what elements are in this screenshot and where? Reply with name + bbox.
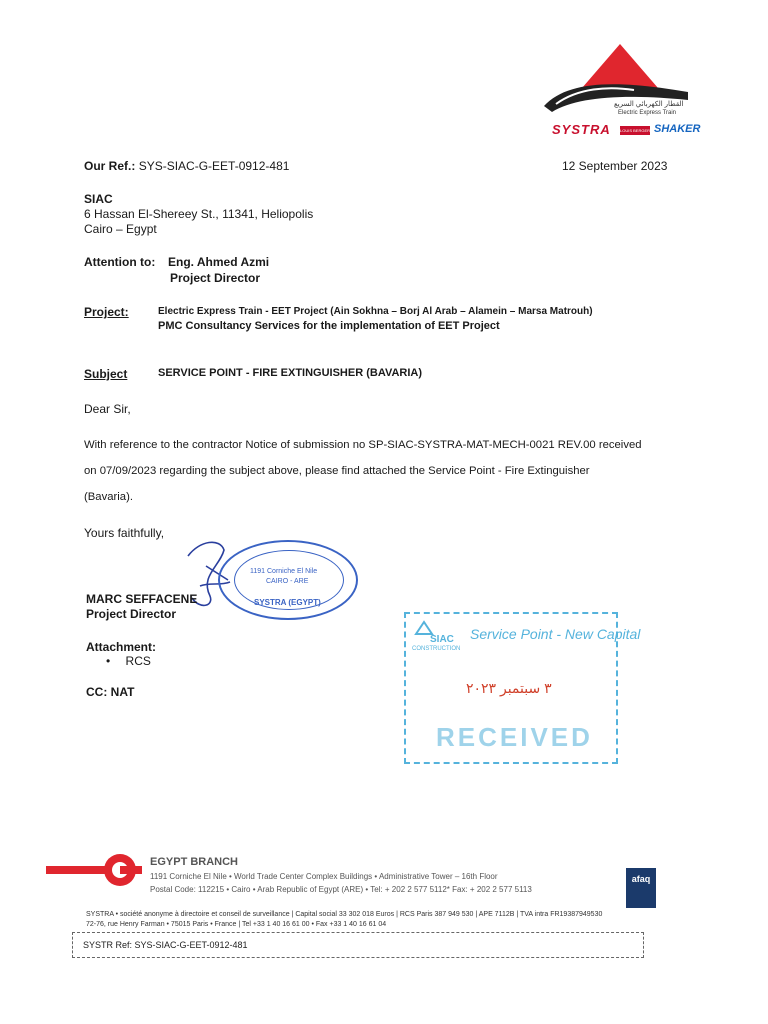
systra-footer-logo-icon — [46, 852, 142, 888]
louis-berger-logo: LOUIS BERGER — [620, 128, 651, 133]
footer-reference-text: SYSTR Ref: SYS-SIAC-G-EET-0912-481 — [83, 940, 248, 950]
project-line1: Electric Express Train - EET Project (Ain Sokhna – Borj Al Arab – Alamein – Marsa Matrouh) — [158, 306, 593, 317]
logo-english-text: Electric Express Train — [618, 110, 677, 116]
branch-line2: Postal Code: 112215 • Cairo • Arab Republic of Egypt (ARE) • Tel: + 202 2 577 5112* Fax: + 202 2 577 5113 — [150, 885, 532, 894]
oval-stamp-line3: SYSTRA (EGYPT) — [254, 598, 321, 607]
attachment-label: Attachment: — [86, 640, 157, 654]
oval-stamp-line1: 1191 Corniche El Nile — [250, 568, 318, 575]
our-ref-value: SYS-SIAC-G-EET-0912-481 — [138, 159, 290, 173]
branch-title: EGYPT BRANCH — [150, 856, 239, 868]
received-stamp — [404, 612, 641, 764]
eet-logo — [538, 40, 702, 140]
attachment-item-text: RCS — [125, 654, 151, 668]
shaker-logo: SHAKER — [654, 123, 701, 135]
footer-reference-box — [72, 932, 644, 958]
eet-train-logo-icon — [538, 40, 702, 120]
branch-line1: 1191 Corniche El Nile • World Trade Center Complex Buildings • Administrative Tower – 16th Floor — [150, 872, 498, 881]
received-stamp-company-sub: CONSTRUCTION — [412, 646, 461, 652]
signer-title: Project Director — [86, 607, 177, 621]
recipient-address-line1: 6 Hassan El-Shereey St., 11341, Heliopolis — [84, 207, 314, 221]
legal-line2: 72-76, rue Henry Farman • 75015 Paris • France | Tel +33 1 40 16 61 00 • Fax +33 1 40 16 61 04 — [86, 921, 387, 928]
recipient-address-line2: Cairo – Egypt — [84, 222, 157, 236]
closing: Yours faithfully, — [84, 526, 165, 540]
received-stamp-title: Service Point - New Capital — [470, 626, 641, 642]
systra-logo: SYSTRA — [552, 122, 611, 137]
attention-label: Attention to: — [84, 255, 156, 269]
subject-label: Subject — [84, 367, 128, 381]
received-stamp-date: ٣ سبتمبر ٢٠٢٣ — [466, 680, 552, 696]
our-ref-label: Our Ref.: — [84, 159, 136, 173]
our-reference — [84, 159, 289, 173]
afaq-label: afaq — [631, 874, 651, 884]
body-line2: on 07/09/2023 regarding the subject above, please find attached the Service Point - Fire Extinguisher — [84, 465, 590, 477]
signer-name: MARC SEFFACENE — [86, 592, 198, 606]
recipient-company: SIAC — [84, 192, 113, 206]
received-stamp-company: SIAC — [430, 634, 454, 645]
subject-text: SERVICE POINT - FIRE EXTINGUISHER (BAVARIA) — [158, 367, 423, 379]
project-line2: PMC Consultancy Services for the implementation of EET Project — [158, 320, 500, 332]
project-label: Project: — [84, 305, 129, 319]
bullet-icon: • — [106, 654, 111, 668]
salutation: Dear Sir, — [84, 402, 131, 416]
systra-oval-stamp — [218, 540, 358, 620]
body-line3: (Bavaria). — [84, 491, 133, 503]
cc-line: CC: NAT — [86, 685, 135, 699]
letter-body — [84, 432, 684, 510]
received-stamp-status: RECEIVED — [436, 722, 593, 752]
legal-line1: SYSTRA • société anonyme à directoire et conseil de surveillance | Capital social 33 302 018 Euros | RCS Paris 387 949 530 | APE 7112B | TVA intra FR19387949530 — [86, 911, 603, 918]
attachment-item — [106, 654, 151, 668]
body-line1: With reference to the contractor Notice of submission no SP-SIAC-SYSTRA-MAT-MECH-0021 REV.00 received — [84, 439, 642, 451]
afaq-certification-logo — [626, 868, 656, 908]
letter-date: 12 September 2023 — [562, 159, 668, 173]
logo-arabic-text: القطار الكهربائي السريع — [614, 101, 684, 108]
oval-stamp-line2: CAIRO - ARE — [266, 578, 309, 585]
attention-name: Eng. Ahmed Azmi — [168, 255, 270, 269]
attention-title: Project Director — [170, 271, 261, 285]
